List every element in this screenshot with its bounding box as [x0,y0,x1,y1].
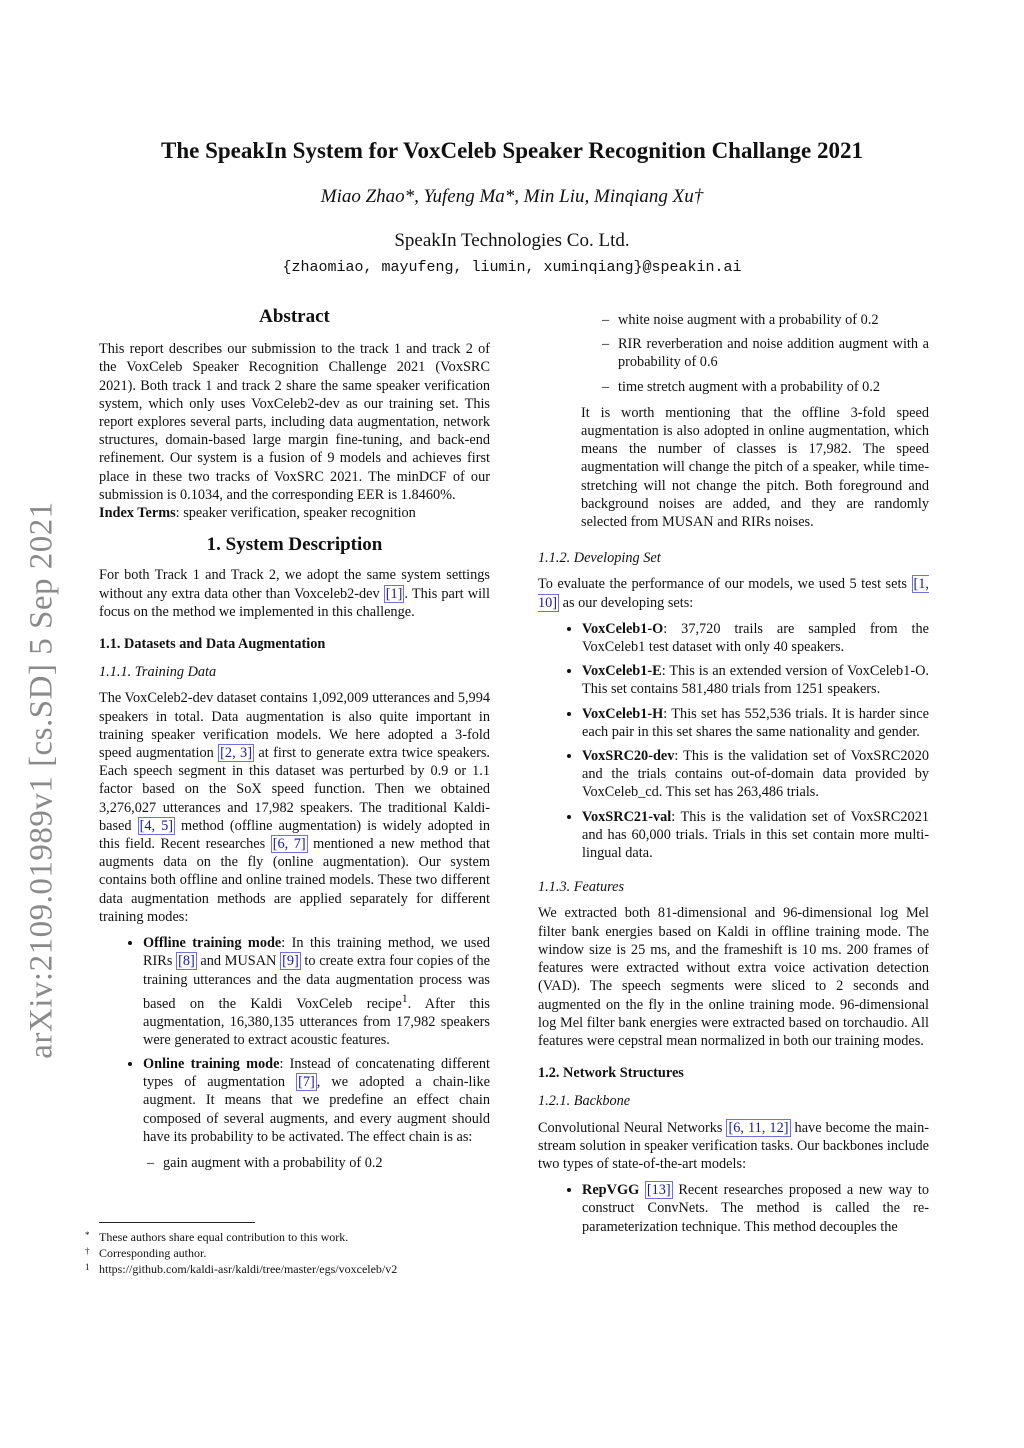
footnote: * These authors share equal contribution to this work. [85,1230,349,1244]
backbone-paragraph: Convolutional Neural Networks [6, 11, 12] have become the main-stream solution in speaker verification tasks. Our backbones include two types of state-of-the-art models: [538,1119,929,1172]
developing-set-list [538,620,929,862]
effect-chain-list [99,1154,490,1172]
list-item: • VoxCeleb1-E: This is an extended version of VoxCeleb1-O. This set contains 581,480 trials from 1251 speakers. [582,662,929,698]
citation-link[interactable]: [1, 10] [538,576,929,611]
list-item: • VoxSRC21-val: This is the validation set of VoxSRC2021 and has 60,000 trials. Trials in this set contain more multi-lingual data. [582,808,929,863]
citation-link[interactable]: [7] [298,1074,315,1091]
author-emails: {zhaomiao, mayufeng, liumin, xuminqiang}@speakin.ai [282,259,742,276]
citation-link[interactable]: [6, 11, 12] [728,1119,789,1136]
subsubsection-heading: 1.1.1. Training Data [99,664,217,681]
training-data-paragraph: The VoxCeleb2-dev dataset contains 1,092,009 utterances and 5,994 speakers in total. Data augmentation is also quite important in training speaker verification models. We here adopted a 3-fold speed augmentation [2, 3] at first to generate extra twice speakers. Each speech segment in this dataset was perturbed by 0.9 or 1.1 factor based on the SoX speed function. Then we obtained 3,276,027 utterances and 17,982 speakers. The traditional Kaldi-based [4, 5] method (offline augmentation) is widely adopted in this field. Recent researches [6, 7] mentioned a new method that augments data on the fly (online augmentation). Our system contains both offline and online trained models. These two different data augmentation methods are applied separately for different training modes: [99,690,491,925]
affiliation: SpeakIn Technologies Co. Ltd. [394,230,630,251]
index-terms: : speaker verification, speaker recognition [175,505,416,522]
list-item: • Online training mode: Instead of concatenating different types of augmentation [7] , we adopted a chain-like augment. It means that we predefine an effect chain composed of several augments, and every augment should have its probability to be activated. The effect chain is as: [143,1055,490,1146]
training-mode-list [99,934,490,1146]
arxiv-sidebar [12,460,72,1100]
citation-link[interactable]: [1] [385,585,403,602]
features-paragraph: We extracted both 81-dimensional and 96-dimensional log Mel filter bank energies based on Kaldi in offline training mode. The window size is 25 ms, and the frameshift is 10 ms. 200 frames of features were extracted without extra voice activation detection (VAD). The speech segments were sliced to 2 seconds and augmented on the fly in the online training mode. 96-dimensional log Mel filter bank energies were extracted based on torchaudio. All features were cepstral mean normalized in both our training modes. [538,905,929,1049]
section-intro: For both Track 1 and Track 2, we adopt the same system settings without any extra data other than Voxceleb2-dev [1] . This part will focus on the method we implemented in this challenge. [99,567,490,620]
list-item: • Offline training mode: In this training method, we used RIRs [8] and MUSAN [9] to create extra four copies of the training utterances and the data augmentation process was based on the Kaldi VoxCeleb recipe$^1$. After this augmentation, 16,380,135 utterances from 17,982 speakers were generated to extract acoustic features. [143,934,490,1049]
author-list: Miao Zhao*, Yufeng Ma*, Min Liu, Minqiang Xu† [320,186,704,207]
footnote-link[interactable]: 1 https://github.com/kaldi-asr/kaldi/tree/master/egs/voxceleb/v2 [85,1262,398,1276]
augmentation-note: It is worth mentioning that the offline 3-fold speed augmentation is also adopted in online augmentation, which means the number of classes is 17,982. The speed augmentation will change the pitch of a speaker, while time-stretching will not change the pitch. Both foreground and background noises are added, and they are randomly selected from MUSAN and RIRs noises. [581,404,929,531]
backbone-list [538,1181,929,1236]
list-item: • VoxCeleb1-O: 37,720 trails are sampled from the VoxCeleb1 test dataset with only 40 speakers. [582,620,929,656]
citation-link[interactable]: [2, 3] [220,745,252,762]
subsection-heading: 1.2. Network Structures [538,1065,684,1082]
list-item: • RepVGG [13] Recent researches proposed a new way to construct ConvNets. The method is called the re-parameterization technique. This method decouples the [582,1181,929,1236]
right-column [538,308,929,1244]
citation-link[interactable]: [9] [282,953,299,970]
subsubsection-heading: 1.1.3. Features [538,879,625,896]
list-item: – RIR reverberation and noise addition augment with a probability of 0.6 [618,335,929,371]
left-column [99,308,490,1180]
citation-link[interactable]: [8] [178,953,195,970]
arxiv-id: arXiv:2109.01989v1 [cs.SD] 5 Sep 2021 [23,501,60,1059]
subsubsection-heading: 1.1.2. Developing Set [538,550,661,567]
list-item: • VoxSRC20-dev: This is the validation set of VoxSRC2020 and the trials contains out-of-domain data provided by VoxCeleb_cd. This set has 263,486 trials. [582,747,929,802]
effect-chain-list-continued [538,311,929,396]
footnote-mark: 1 [401,990,408,1005]
footnote: † Corresponding author. [85,1246,207,1260]
list-item: – gain augment with a probability of 0.2 [163,1154,490,1172]
subsubsection-heading: 1.2.1. Backbone [538,1093,631,1110]
footnote-rule [99,1222,255,1223]
paper-title: The SpeakIn System for VoxCeleb Speaker Recognition Challange 2021 [161,138,863,163]
list-item: • VoxCeleb1-H: This set has 552,536 trials. It is harder since each pair in this set shares the same nationality and gender. [582,705,929,741]
list-item: – time stretch augment with a probability of 0.2 [618,378,929,396]
abstract-heading: Abstract [259,306,330,327]
abstract-body: This report describes our submission to the track 1 and track 2 of the VoxCeleb Speaker Recognition Challenge 2021 (VoxSRC 2021). Both track 1 and track 2 share the same speaker verification system, which only uses VoxCeleb2-dev as our training set. This report explores several parts, including data augmentation, network structures, domain-based large margin fine-tuning, and back-end refinement. Our system is a fusion of 9 models and achieves first place in these two tracks of VoxSRC 2021. The minDCF of our submission is 0.1034, and the corresponding EER is 1.8460%. Index Terms: speaker verification, speaker recognition [99,341,490,522]
citation-link[interactable]: [4, 5] [139,817,173,834]
citation-link[interactable]: [13] [646,1182,671,1199]
subsection-heading: 1.1. Datasets and Data Augmentation [99,636,326,653]
citation-link[interactable]: [6, 7] [272,836,306,853]
list-item: – white noise augment with a probability of 0.2 [618,311,929,329]
section-heading: 1. System Description [206,534,383,556]
developing-set-intro: To evaluate the performance of our models, we used 5 test sets [1, 10] as our developing sets: [538,576,929,611]
index-terms-label: Index Terms [99,505,176,522]
footnotes [85,1222,490,1277]
